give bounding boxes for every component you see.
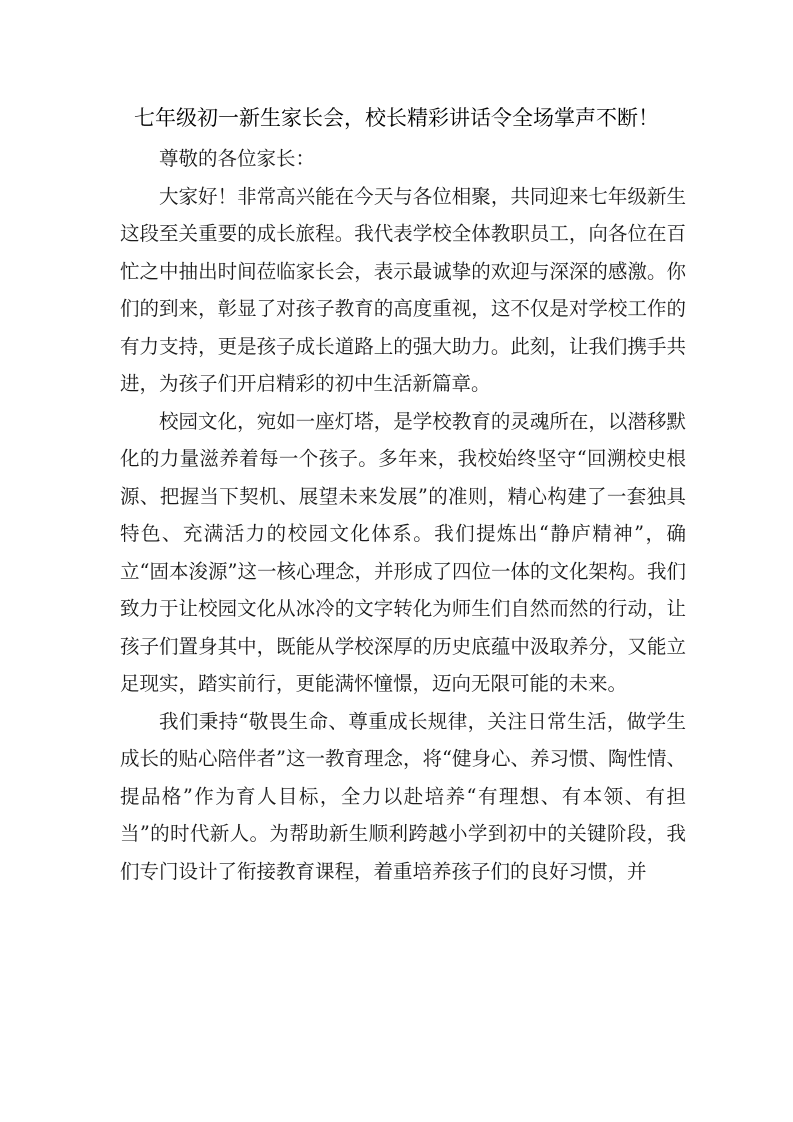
greeting-paragraph: 大家好！非常高兴能在今天与各位相聚，共同迎来七年级新生这段至关重要的成长旅程。我代表学校全体教职员工，向各位在百忙之中抽出时间莅临家长会，表示最诚挚的欢迎与深深的感激。你们的到来，彰显了对孩子教育的高度重视，这不仅是对学校工作的有力支持，更是孩子成长道路上的强大助力。此刻，让我们携手共进，为孩子们开启精彩的初中生活新篇章。 [120, 184, 686, 395]
document-title: 七年级初一新生家长会，校长精彩讲话令全场掌声不断！ [134, 106, 659, 130]
document-body [120, 140, 686, 890]
education-philosophy-paragraph: 我们秉持“敬畏生命、尊重成长规律，关注日常生活，做学生成长的贴心陪伴者”这一教育理念，将“健身心、养习惯、陶性情、提品格”作为育人目标，全力以赴培养“有理想、有本领、有担当”的时代新人。为帮助新生顺利跨越小学到初中的关键阶段，我们专门设计了衔接教育课程，着重培养孩子们的良好习惯，并 [120, 709, 686, 883]
campus-culture-paragraph: 校园文化，宛如一座灯塔，是学校教育的灵魂所在，以潜移默化的力量滋养着每一个孩子。多年来，我校始终坚守“回溯校史根源、把握当下契机、展望未来发展”的准则，精心构建了一套独具特色、充满活力的校园文化体系。我们提炼出“静庐精神”，确立“固本浚源”这一核心理念，并形成了四位一体的文化架构。我们致力于让校园文化从冰冷的文字转化为师生们自然而然的行动，让孩子们置身其中，既能从学校深厚的历史底蕴中汲取养分，又能立足现实，踏实前行，更能满怀憧憬，迈向无限可能的未来。 [120, 409, 686, 695]
salutation-paragraph: 尊敬的各位家长： [159, 147, 316, 170]
